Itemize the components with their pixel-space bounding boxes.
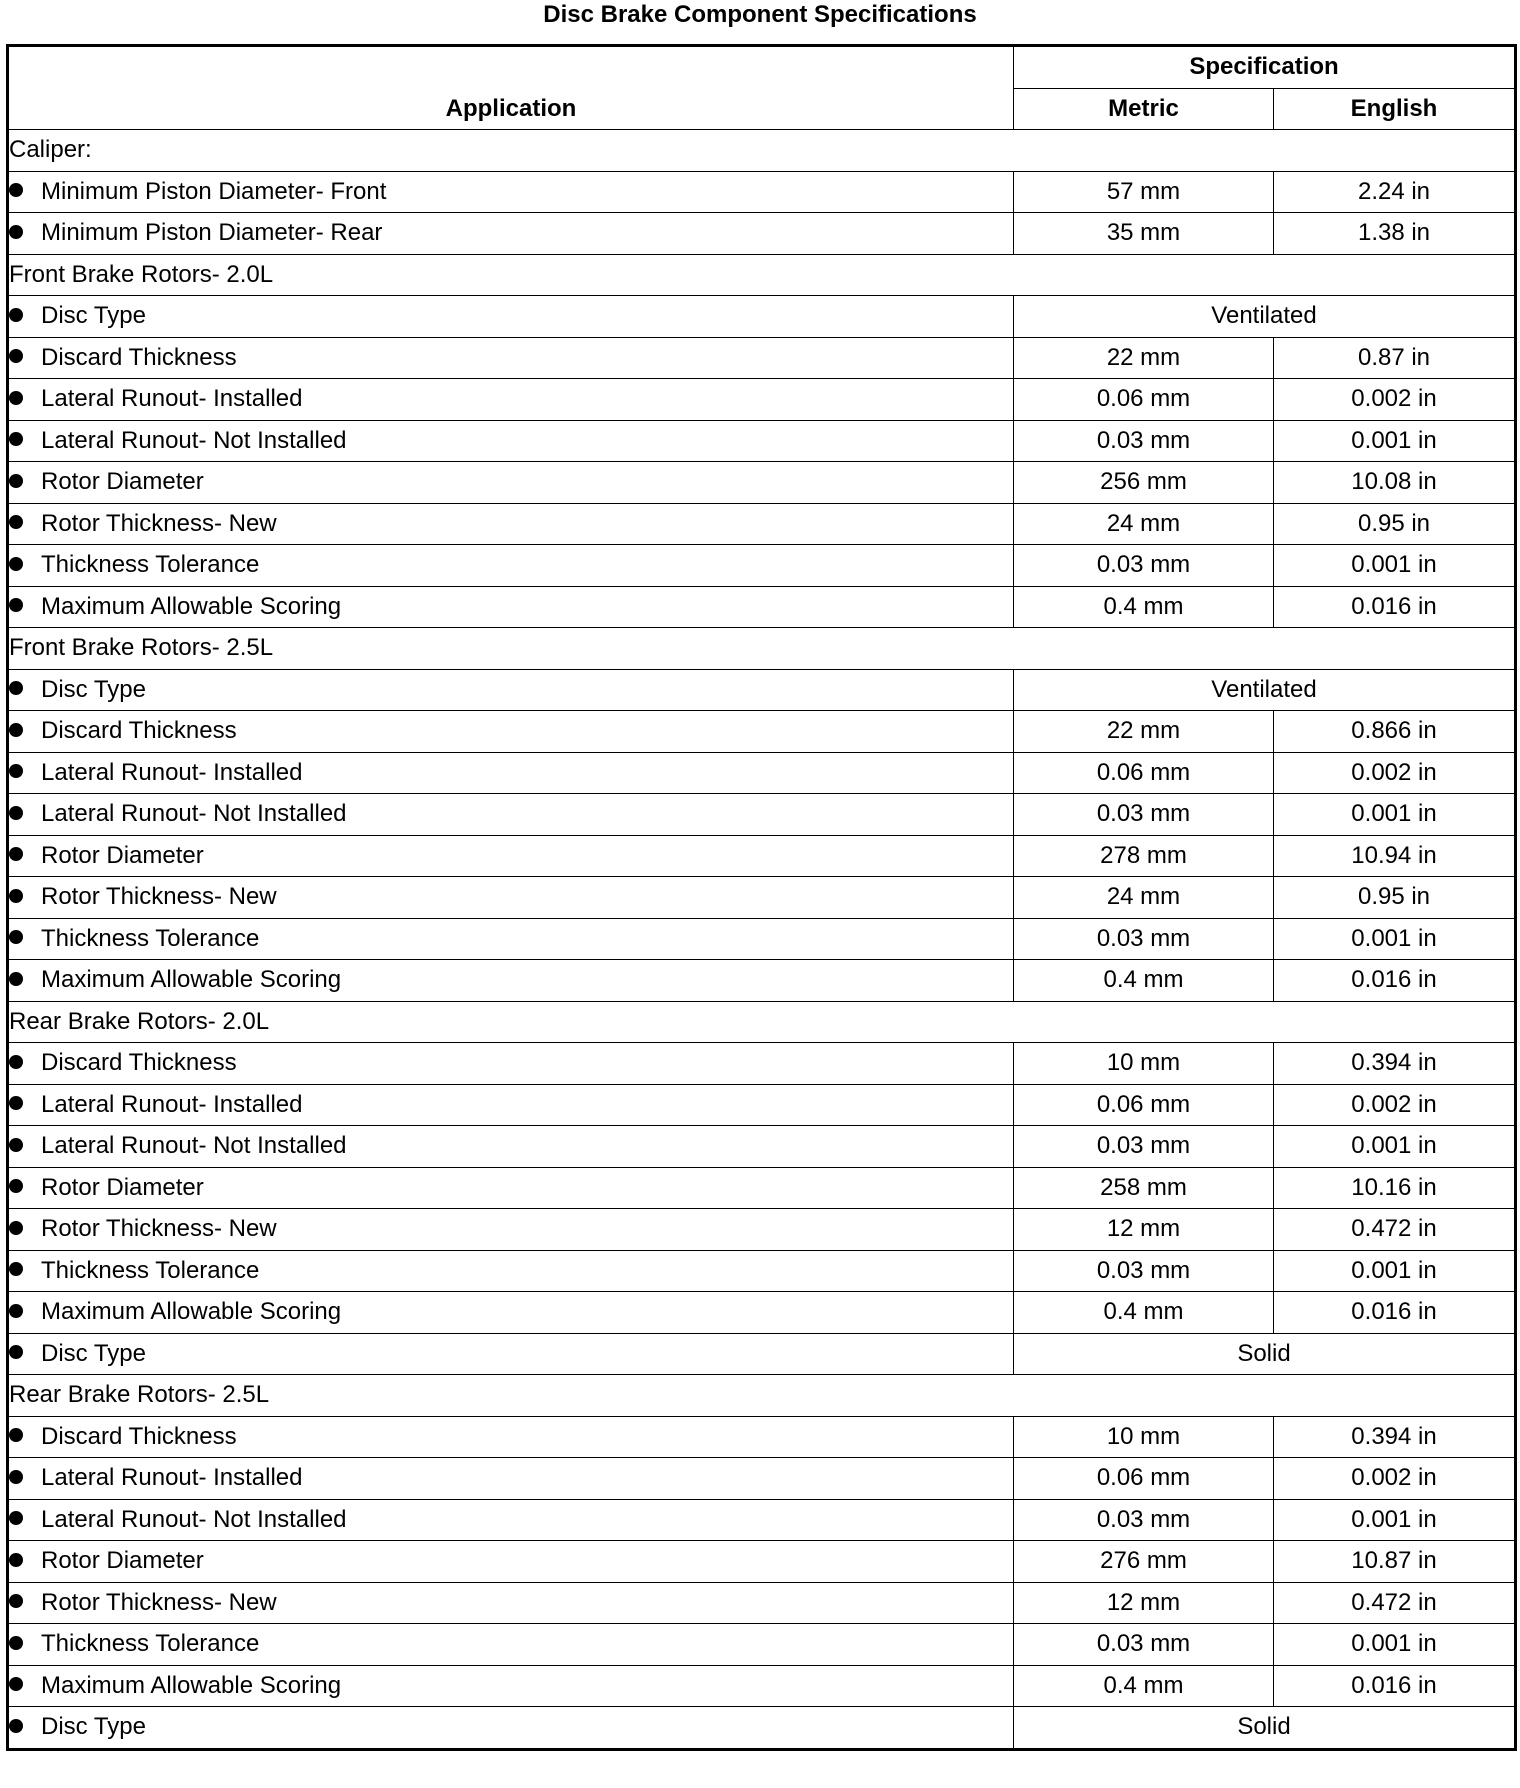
- item-cell: [8, 1292, 1014, 1334]
- table-body: [8, 130, 1516, 1750]
- bullet-icon: [9, 930, 23, 944]
- item-cell: [8, 1043, 1014, 1085]
- english-value: 0.394 in: [1274, 1416, 1516, 1458]
- item-cell: [8, 752, 1014, 794]
- english-value: 1.38 in: [1274, 213, 1516, 255]
- bullet-icon: [9, 1304, 23, 1318]
- table-row: [8, 1209, 1516, 1251]
- table-row: [8, 1167, 1516, 1209]
- item-label: Lateral Runout- Not Installed: [41, 800, 347, 828]
- table-row: [8, 296, 1516, 338]
- english-value: 10.16 in: [1274, 1167, 1516, 1209]
- table-row: [8, 1707, 1516, 1750]
- english-value: 0.001 in: [1274, 420, 1516, 462]
- table-row: [8, 1541, 1516, 1583]
- metric-value: 12 mm: [1014, 1582, 1274, 1624]
- english-value: 0.001 in: [1274, 1126, 1516, 1168]
- metric-value: 0.03 mm: [1014, 918, 1274, 960]
- item-label: Lateral Runout- Not Installed: [41, 1132, 347, 1160]
- metric-value: 0.06 mm: [1014, 379, 1274, 421]
- item-cell: [8, 960, 1014, 1002]
- metric-value: 12 mm: [1014, 1209, 1274, 1251]
- item-label: Rotor Diameter: [41, 1173, 204, 1201]
- english-value: 0.472 in: [1274, 1582, 1516, 1624]
- category-row: [8, 1375, 1516, 1417]
- item-cell: [8, 503, 1014, 545]
- table-row: [8, 545, 1516, 587]
- bullet-icon: [9, 1470, 23, 1484]
- table-row: [8, 379, 1516, 421]
- english-value: 0.95 in: [1274, 503, 1516, 545]
- item-cell: [8, 1665, 1014, 1707]
- metric-value: 0.06 mm: [1014, 752, 1274, 794]
- bullet-icon: [9, 1179, 23, 1193]
- item-label: Minimum Piston Diameter- Front: [41, 177, 387, 205]
- english-value: 0.866 in: [1274, 711, 1516, 753]
- metric-value: 278 mm: [1014, 835, 1274, 877]
- english-value: 10.94 in: [1274, 835, 1516, 877]
- table-row: [8, 171, 1516, 213]
- metric-value: 0.03 mm: [1014, 1624, 1274, 1666]
- item-cell: [8, 669, 1014, 711]
- metric-value: 0.06 mm: [1014, 1084, 1274, 1126]
- english-value: 10.08 in: [1274, 462, 1516, 504]
- english-value: 0.001 in: [1274, 794, 1516, 836]
- item-cell: [8, 918, 1014, 960]
- metric-value: 24 mm: [1014, 877, 1274, 919]
- item-cell: [8, 1707, 1014, 1750]
- item-label: Thickness Tolerance: [41, 1256, 260, 1284]
- metric-value: 10 mm: [1014, 1416, 1274, 1458]
- item-label: Rotor Thickness- New: [41, 509, 277, 537]
- metric-value: 22 mm: [1014, 337, 1274, 379]
- table-row: [8, 1458, 1516, 1500]
- category-label: Caliper:: [8, 130, 1516, 172]
- item-cell: [8, 213, 1014, 255]
- bullet-icon: [9, 183, 23, 197]
- table-row: [8, 1292, 1516, 1334]
- table-row: [8, 1333, 1516, 1375]
- bullet-icon: [9, 681, 23, 695]
- metric-value: 35 mm: [1014, 213, 1274, 255]
- table-row: [8, 503, 1516, 545]
- item-cell: [8, 1458, 1014, 1500]
- table-row: [8, 1043, 1516, 1085]
- metric-value: 22 mm: [1014, 711, 1274, 753]
- item-cell: [8, 379, 1014, 421]
- table-row: [8, 1499, 1516, 1541]
- table-row: [8, 1126, 1516, 1168]
- bullet-icon: [9, 723, 23, 737]
- english-value: 0.001 in: [1274, 1250, 1516, 1292]
- item-label: Thickness Tolerance: [41, 1630, 260, 1658]
- english-value: 0.002 in: [1274, 1458, 1516, 1500]
- english-value: 0.016 in: [1274, 1292, 1516, 1334]
- bullet-icon: [9, 1511, 23, 1525]
- item-label: Disc Type: [41, 302, 146, 330]
- table-row: [8, 794, 1516, 836]
- english-value: 0.002 in: [1274, 379, 1516, 421]
- english-value: 0.016 in: [1274, 1665, 1516, 1707]
- table-row: [8, 213, 1516, 255]
- item-label: Rotor Thickness- New: [41, 883, 277, 911]
- category-label: Front Brake Rotors- 2.0L: [8, 254, 1516, 296]
- spec-value-merged: Ventilated: [1014, 296, 1516, 338]
- table-row: [8, 918, 1516, 960]
- item-label: Minimum Piston Diameter- Rear: [41, 219, 383, 247]
- item-cell: [8, 296, 1014, 338]
- item-label: Thickness Tolerance: [41, 551, 260, 579]
- english-value: 0.472 in: [1274, 1209, 1516, 1251]
- bullet-icon: [9, 1345, 23, 1359]
- english-value: 0.001 in: [1274, 545, 1516, 587]
- english-value: 10.87 in: [1274, 1541, 1516, 1583]
- bullet-icon: [9, 1138, 23, 1152]
- bullet-icon: [9, 1636, 23, 1650]
- bullet-icon: [9, 432, 23, 446]
- metric-value: 0.03 mm: [1014, 794, 1274, 836]
- table-row: [8, 420, 1516, 462]
- spec-table: [6, 44, 1517, 1751]
- table-row: [8, 752, 1516, 794]
- table-row: [8, 877, 1516, 919]
- metric-value: 256 mm: [1014, 462, 1274, 504]
- english-value: 0.87 in: [1274, 337, 1516, 379]
- metric-value: 24 mm: [1014, 503, 1274, 545]
- item-cell: [8, 1250, 1014, 1292]
- item-label: Discard Thickness: [41, 343, 237, 371]
- category-label: Front Brake Rotors- 2.5L: [8, 628, 1516, 670]
- table-row: [8, 1084, 1516, 1126]
- table-row: [8, 462, 1516, 504]
- english-value: 0.001 in: [1274, 1499, 1516, 1541]
- bullet-icon: [9, 1553, 23, 1567]
- item-cell: [8, 171, 1014, 213]
- metric-value: 0.4 mm: [1014, 586, 1274, 628]
- item-cell: [8, 877, 1014, 919]
- english-value: 0.394 in: [1274, 1043, 1516, 1085]
- item-cell: [8, 586, 1014, 628]
- english-value: 0.002 in: [1274, 752, 1516, 794]
- item-label: Discard Thickness: [41, 1422, 237, 1450]
- metric-header: Metric: [1014, 88, 1274, 130]
- metric-value: 0.03 mm: [1014, 545, 1274, 587]
- item-cell: [8, 420, 1014, 462]
- item-label: Rotor Diameter: [41, 468, 204, 496]
- item-cell: [8, 1209, 1014, 1251]
- bullet-icon: [9, 225, 23, 239]
- spec-value-merged: Ventilated: [1014, 669, 1516, 711]
- bullet-icon: [9, 806, 23, 820]
- english-value: 0.016 in: [1274, 586, 1516, 628]
- bullet-icon: [9, 1428, 23, 1442]
- item-cell: [8, 1084, 1014, 1126]
- item-label: Maximum Allowable Scoring: [41, 966, 342, 994]
- spec-value-merged: Solid: [1014, 1707, 1516, 1750]
- bullet-icon: [9, 1677, 23, 1691]
- category-row: [8, 254, 1516, 296]
- metric-value: 57 mm: [1014, 171, 1274, 213]
- item-cell: [8, 835, 1014, 877]
- category-label: Rear Brake Rotors- 2.5L: [8, 1375, 1516, 1417]
- item-cell: [8, 1416, 1014, 1458]
- item-label: Discard Thickness: [41, 1049, 237, 1077]
- item-cell: [8, 711, 1014, 753]
- item-label: Lateral Runout- Installed: [41, 1464, 303, 1492]
- item-label: Lateral Runout- Not Installed: [41, 426, 347, 454]
- table-row: [8, 1416, 1516, 1458]
- english-value: 0.002 in: [1274, 1084, 1516, 1126]
- specification-header: Specification: [1014, 46, 1516, 89]
- bullet-icon: [9, 308, 23, 322]
- item-label: Disc Type: [41, 1339, 146, 1367]
- item-cell: [8, 1624, 1014, 1666]
- item-label: Maximum Allowable Scoring: [41, 1671, 342, 1699]
- item-cell: [8, 1499, 1014, 1541]
- metric-value: 0.4 mm: [1014, 1292, 1274, 1334]
- table-row: [8, 960, 1516, 1002]
- bullet-icon: [9, 474, 23, 488]
- item-label: Maximum Allowable Scoring: [41, 592, 342, 620]
- bullet-icon: [9, 1096, 23, 1110]
- item-label: Rotor Diameter: [41, 1547, 204, 1575]
- bullet-icon: [9, 391, 23, 405]
- metric-value: 10 mm: [1014, 1043, 1274, 1085]
- table-row: [8, 1250, 1516, 1292]
- english-value: 0.95 in: [1274, 877, 1516, 919]
- bullet-icon: [9, 1594, 23, 1608]
- table-row: [8, 586, 1516, 628]
- category-label: Rear Brake Rotors- 2.0L: [8, 1001, 1516, 1043]
- metric-value: 0.4 mm: [1014, 960, 1274, 1002]
- item-cell: [8, 545, 1014, 587]
- bullet-icon: [9, 1262, 23, 1276]
- bullet-icon: [9, 889, 23, 903]
- english-value: 0.001 in: [1274, 918, 1516, 960]
- item-cell: [8, 1126, 1014, 1168]
- item-cell: [8, 1333, 1014, 1375]
- item-cell: [8, 462, 1014, 504]
- bullet-icon: [9, 972, 23, 986]
- table-row: [8, 1582, 1516, 1624]
- bullet-icon: [9, 1719, 23, 1733]
- bullet-icon: [9, 557, 23, 571]
- metric-value: 0.03 mm: [1014, 1499, 1274, 1541]
- item-cell: [8, 794, 1014, 836]
- item-label: Lateral Runout- Installed: [41, 1090, 303, 1118]
- bullet-icon: [9, 598, 23, 612]
- bullet-icon: [9, 764, 23, 778]
- english-header: English: [1274, 88, 1516, 130]
- page-title: Disc Brake Component Specifications: [543, 1, 977, 28]
- english-value: 2.24 in: [1274, 171, 1516, 213]
- table-row: [8, 835, 1516, 877]
- item-cell: [8, 1167, 1014, 1209]
- metric-value: 0.03 mm: [1014, 1126, 1274, 1168]
- table-row: [8, 1665, 1516, 1707]
- bullet-icon: [9, 515, 23, 529]
- bullet-icon: [9, 1055, 23, 1069]
- table-row: [8, 1624, 1516, 1666]
- item-label: Rotor Thickness- New: [41, 1215, 277, 1243]
- table-row: [8, 669, 1516, 711]
- table-header: [8, 46, 1516, 130]
- metric-value: 0.06 mm: [1014, 1458, 1274, 1500]
- table-row: [8, 337, 1516, 379]
- table-row: [8, 711, 1516, 753]
- item-cell: [8, 1582, 1014, 1624]
- item-label: Disc Type: [41, 1713, 146, 1741]
- category-row: [8, 130, 1516, 172]
- category-row: [8, 628, 1516, 670]
- item-label: Rotor Thickness- New: [41, 1588, 277, 1616]
- item-label: Thickness Tolerance: [41, 924, 260, 952]
- metric-value: 276 mm: [1014, 1541, 1274, 1583]
- item-label: Rotor Diameter: [41, 841, 204, 869]
- item-label: Lateral Runout- Installed: [41, 385, 303, 413]
- item-label: Lateral Runout- Installed: [41, 758, 303, 786]
- english-value: 0.001 in: [1274, 1624, 1516, 1666]
- english-value: 0.016 in: [1274, 960, 1516, 1002]
- item-label: Discard Thickness: [41, 717, 237, 745]
- application-header: Application: [8, 46, 1014, 130]
- spec-value-merged: Solid: [1014, 1333, 1516, 1375]
- metric-value: 0.4 mm: [1014, 1665, 1274, 1707]
- metric-value: 0.03 mm: [1014, 1250, 1274, 1292]
- item-cell: [8, 1541, 1014, 1583]
- metric-value: 258 mm: [1014, 1167, 1274, 1209]
- item-label: Disc Type: [41, 675, 146, 703]
- item-label: Lateral Runout- Not Installed: [41, 1505, 347, 1533]
- metric-value: 0.03 mm: [1014, 420, 1274, 462]
- item-cell: [8, 337, 1014, 379]
- item-label: Maximum Allowable Scoring: [41, 1298, 342, 1326]
- category-row: [8, 1001, 1516, 1043]
- bullet-icon: [9, 1221, 23, 1235]
- bullet-icon: [9, 349, 23, 363]
- bullet-icon: [9, 847, 23, 861]
